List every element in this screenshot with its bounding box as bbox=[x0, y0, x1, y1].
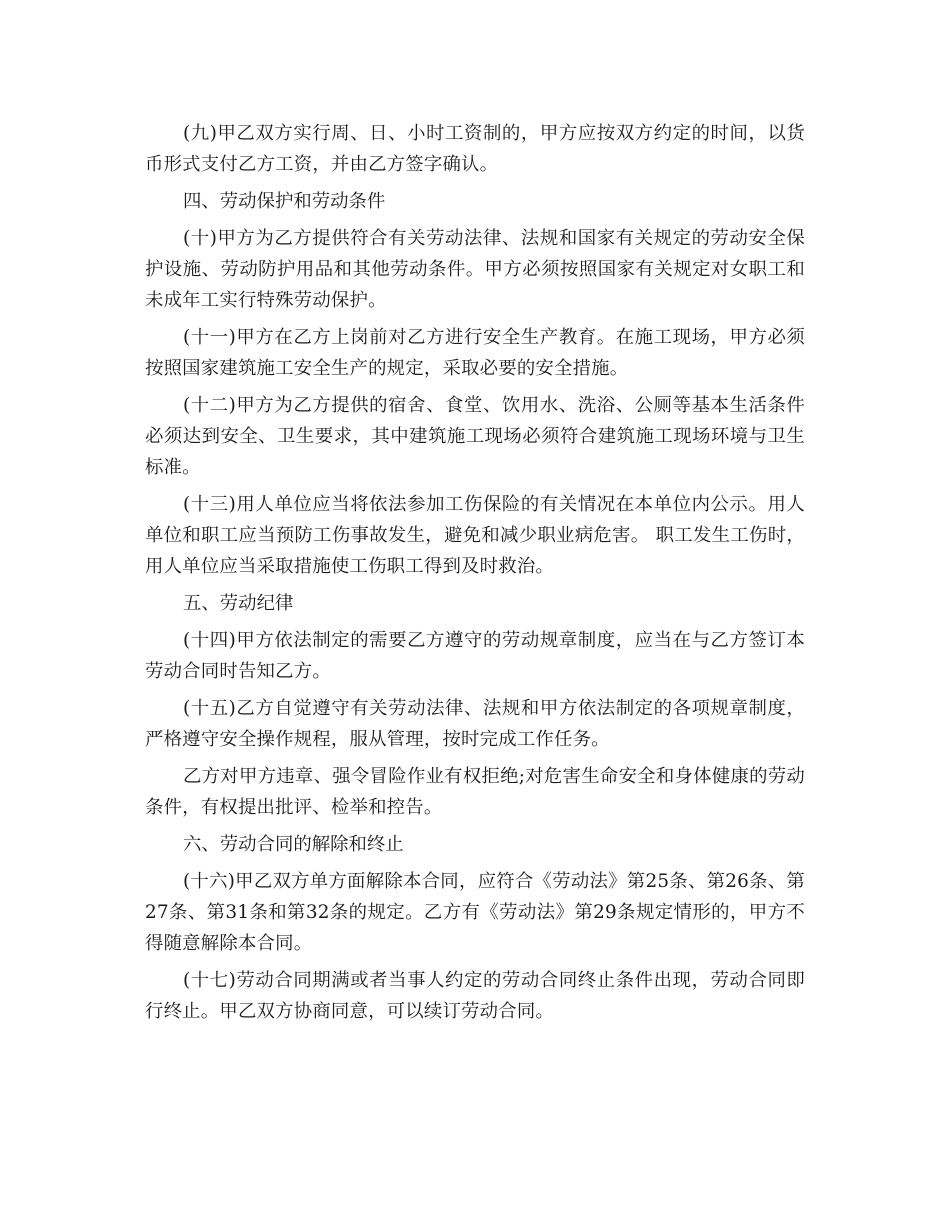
section-6-heading: 六、劳动合同的解除和终止 bbox=[183, 834, 404, 855]
clause-16: (十六)甲乙双方单方面解除本合同，应符合《劳动法》第25条、第26条、第27条、第31条和第32条的规定。乙方有《劳动法》第29条规定情形的，甲方不得随意解除本合同。 bbox=[145, 871, 805, 954]
section-4-heading: 四、劳动保护和劳动条件 bbox=[183, 191, 386, 212]
clause-12: (十二)甲方为乙方提供的宿舍、食堂、饮用水、洗浴、公厕等基本生活条件必须达到安全、卫生要求，其中建筑施工现场必须符合建筑施工现场环境与卫生标准。 bbox=[145, 395, 805, 478]
clause-15-rights: 乙方对甲方违章、强令冒险作业有权拒绝;对危害生命安全和身体健康的劳动条件，有权提出批评、检举和控告。 bbox=[145, 766, 805, 818]
clause-17: (十七)劳动合同期满或者当事人约定的劳动合同终止条件出现，劳动合同即行终止。甲乙双方协商同意，可以续订劳动合同。 bbox=[145, 970, 805, 1022]
section-5-heading: 五、劳动纪律 bbox=[183, 593, 294, 614]
clause-11: (十一)甲方在乙方上岗前对乙方进行安全生产教育。在施工现场，甲方必须按照国家建筑施工安全生产的规定，采取必要的安全措施。 bbox=[145, 327, 805, 379]
clause-13: (十三)用人单位应当将依法参加工伤保险的有关情况在本单位内公示。用人单位和职工应当预防工伤事故发生，避免和减少职业病危害。 职工发生工伤时，用人单位应当采取措施使工伤职工得到及时救治。 bbox=[145, 494, 805, 577]
clause-9: (九)甲乙双方实行周、日、小时工资制的，甲方应按双方约定的时间，以货币形式支付乙方工资，并由乙方签字确认。 bbox=[145, 123, 805, 175]
clause-10: (十)甲方为乙方提供符合有关劳动法律、法规和国家有关规定的劳动安全保护设施、劳动防护用品和其他劳动条件。甲方必须按照国家有关规定对女职工和未成年工实行特殊劳动保护。 bbox=[145, 228, 805, 311]
clause-15: (十五)乙方自觉遵守有关劳动法律、法规和甲方依法制定的各项规章制度，严格遵守安全操作规程，服从管理，按时完成工作任务。 bbox=[145, 698, 805, 750]
document-page bbox=[145, 118, 805, 1033]
clause-14: (十四)甲方依法制定的需要乙方遵守的劳动规章制度，应当在与乙方签订本劳动合同时告知乙方。 bbox=[145, 630, 805, 682]
